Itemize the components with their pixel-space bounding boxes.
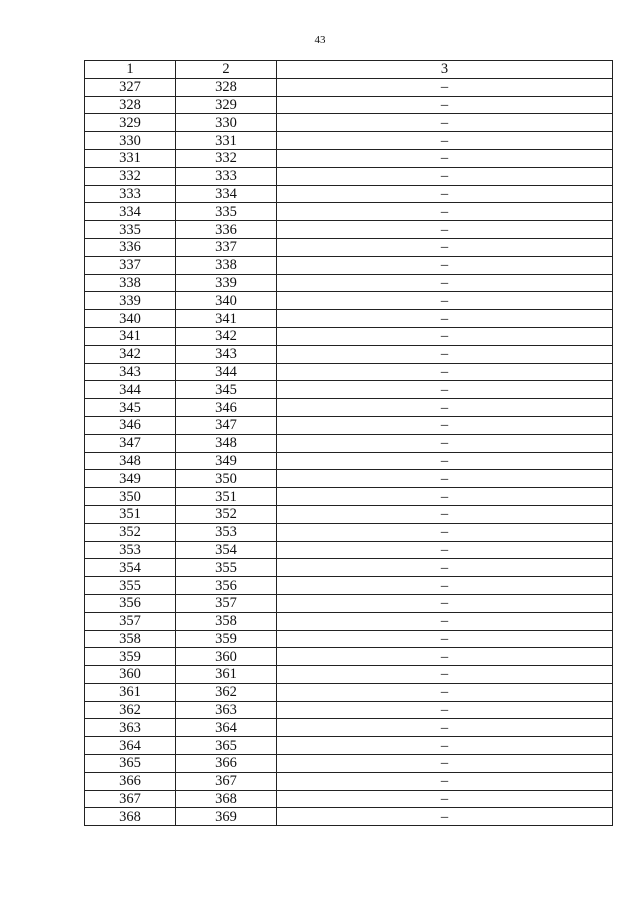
table-cell-col-2: 348 [176, 434, 277, 452]
table-cell-col-3: – [277, 719, 613, 737]
table-cell-col-2: 360 [176, 648, 277, 666]
table-cell-col-3: – [277, 203, 613, 221]
table-row [85, 470, 613, 488]
table-cell-col-3: – [277, 505, 613, 523]
table-row [85, 292, 613, 310]
table-row [85, 790, 613, 808]
table-row [85, 755, 613, 773]
table-cell-col-1: 342 [85, 345, 176, 363]
table-cell-col-1: 329 [85, 114, 176, 132]
table-cell-col-1: 343 [85, 363, 176, 381]
table-cell-col-1: 336 [85, 238, 176, 256]
table-cell-col-2: 336 [176, 221, 277, 239]
table-cell-col-2: 354 [176, 541, 277, 559]
table-cell-col-2: 341 [176, 310, 277, 328]
table-row [85, 577, 613, 595]
table-cell-col-1: 353 [85, 541, 176, 559]
table-cell-col-3: – [277, 808, 613, 826]
table-cell-col-2: 364 [176, 719, 277, 737]
table-cell-col-3: – [277, 523, 613, 541]
table-cell-col-1: 362 [85, 701, 176, 719]
column-header-3: 3 [277, 61, 613, 79]
table-cell-col-3: – [277, 363, 613, 381]
table-cell-col-2: 363 [176, 701, 277, 719]
table-row [85, 363, 613, 381]
table-row [85, 399, 613, 417]
table-cell-col-3: – [277, 577, 613, 595]
table-cell-col-3: – [277, 416, 613, 434]
table-cell-col-3: – [277, 630, 613, 648]
table-cell-col-2: 340 [176, 292, 277, 310]
table-row [85, 185, 613, 203]
table-cell-col-3: – [277, 452, 613, 470]
table-row [85, 132, 613, 150]
table-cell-col-1: 337 [85, 256, 176, 274]
table-cell-col-1: 350 [85, 488, 176, 506]
table-cell-col-2: 368 [176, 790, 277, 808]
table-cell-col-2: 345 [176, 381, 277, 399]
table-cell-col-2: 349 [176, 452, 277, 470]
table-cell-col-1: 368 [85, 808, 176, 826]
table-cell-col-2: 333 [176, 167, 277, 185]
table-cell-col-3: – [277, 345, 613, 363]
table-row [85, 78, 613, 96]
table-cell-col-3: – [277, 381, 613, 399]
page-number: 43 [314, 34, 326, 46]
table-cell-col-3: – [277, 612, 613, 630]
table-cell-col-1: 361 [85, 683, 176, 701]
table-cell-col-3: – [277, 488, 613, 506]
table-cell-col-3: – [277, 399, 613, 417]
table-cell-col-1: 356 [85, 594, 176, 612]
table-cell-col-3: – [277, 470, 613, 488]
table-cell-col-1: 340 [85, 310, 176, 328]
table-row [85, 167, 613, 185]
table-row [85, 452, 613, 470]
table-cell-col-1: 345 [85, 399, 176, 417]
table-cell-col-3: – [277, 648, 613, 666]
table-row [85, 381, 613, 399]
table-row [85, 238, 613, 256]
table-row [85, 416, 613, 434]
table-cell-col-1: 346 [85, 416, 176, 434]
table-row [85, 737, 613, 755]
table-cell-col-3: – [277, 755, 613, 773]
table-cell-col-2: 330 [176, 114, 277, 132]
table-row [85, 434, 613, 452]
data-table [84, 60, 613, 826]
table-cell-col-2: 353 [176, 523, 277, 541]
table-cell-col-3: – [277, 666, 613, 684]
table-row [85, 594, 613, 612]
table-row [85, 701, 613, 719]
table-cell-col-2: 365 [176, 737, 277, 755]
table-cell-col-2: 344 [176, 363, 277, 381]
table-cell-col-3: – [277, 78, 613, 96]
table-cell-col-2: 335 [176, 203, 277, 221]
table-row [85, 808, 613, 826]
table-cell-col-3: – [277, 292, 613, 310]
table-row [85, 666, 613, 684]
table-cell-col-2: 355 [176, 559, 277, 577]
table-cell-col-1: 354 [85, 559, 176, 577]
table-cell-col-2: 338 [176, 256, 277, 274]
table-cell-col-1: 328 [85, 96, 176, 114]
table-cell-col-2: 369 [176, 808, 277, 826]
table-row [85, 612, 613, 630]
table-cell-col-3: – [277, 737, 613, 755]
table-row [85, 505, 613, 523]
table-row [85, 488, 613, 506]
table-cell-col-3: – [277, 185, 613, 203]
table-row [85, 149, 613, 167]
table-cell-col-3: – [277, 114, 613, 132]
table-cell-col-2: 329 [176, 96, 277, 114]
table-cell-col-1: 357 [85, 612, 176, 630]
table-cell-col-1: 363 [85, 719, 176, 737]
table-cell-col-3: – [277, 790, 613, 808]
table-cell-col-1: 365 [85, 755, 176, 773]
table-cell-col-2: 346 [176, 399, 277, 417]
column-header-1: 1 [85, 61, 176, 79]
table-cell-col-2: 366 [176, 755, 277, 773]
table-row [85, 114, 613, 132]
table-row [85, 559, 613, 577]
table-cell-col-3: – [277, 327, 613, 345]
table-cell-col-2: 331 [176, 132, 277, 150]
column-header-2: 2 [176, 61, 277, 79]
table-cell-col-1: 360 [85, 666, 176, 684]
table-cell-col-3: – [277, 434, 613, 452]
table-cell-col-2: 358 [176, 612, 277, 630]
table-row [85, 719, 613, 737]
table-cell-col-1: 358 [85, 630, 176, 648]
table-cell-col-1: 351 [85, 505, 176, 523]
table-cell-col-1: 355 [85, 577, 176, 595]
table-row [85, 630, 613, 648]
table-cell-col-2: 343 [176, 345, 277, 363]
table-cell-col-2: 339 [176, 274, 277, 292]
table-row [85, 772, 613, 790]
table-row [85, 523, 613, 541]
table-header-row [85, 61, 613, 79]
table-row [85, 203, 613, 221]
table-cell-col-1: 331 [85, 149, 176, 167]
table-cell-col-3: – [277, 772, 613, 790]
table-cell-col-3: – [277, 594, 613, 612]
table-cell-col-2: 334 [176, 185, 277, 203]
table-cell-col-2: 357 [176, 594, 277, 612]
table-row [85, 310, 613, 328]
table-cell-col-3: – [277, 541, 613, 559]
table-cell-col-1: 339 [85, 292, 176, 310]
table-cell-col-2: 367 [176, 772, 277, 790]
table-cell-col-1: 334 [85, 203, 176, 221]
table-cell-col-1: 367 [85, 790, 176, 808]
table-cell-col-2: 351 [176, 488, 277, 506]
table-cell-col-2: 362 [176, 683, 277, 701]
table-cell-col-3: – [277, 221, 613, 239]
table-cell-col-2: 347 [176, 416, 277, 434]
table-cell-col-1: 352 [85, 523, 176, 541]
table-cell-col-3: – [277, 149, 613, 167]
table-cell-col-3: – [277, 256, 613, 274]
table-cell-col-2: 352 [176, 505, 277, 523]
table-row [85, 648, 613, 666]
table-cell-col-1: 330 [85, 132, 176, 150]
table-cell-col-3: – [277, 132, 613, 150]
table-cell-col-1: 348 [85, 452, 176, 470]
table-cell-col-3: – [277, 274, 613, 292]
table-row [85, 221, 613, 239]
table-cell-col-1: 359 [85, 648, 176, 666]
table-cell-col-2: 359 [176, 630, 277, 648]
table-cell-col-1: 332 [85, 167, 176, 185]
table-cell-col-3: – [277, 701, 613, 719]
table-cell-col-1: 338 [85, 274, 176, 292]
table-cell-col-3: – [277, 559, 613, 577]
table-cell-col-3: – [277, 96, 613, 114]
table-row [85, 327, 613, 345]
table-cell-col-2: 356 [176, 577, 277, 595]
table-cell-col-3: – [277, 238, 613, 256]
table-cell-col-2: 337 [176, 238, 277, 256]
table-cell-col-1: 333 [85, 185, 176, 203]
table-cell-col-1: 347 [85, 434, 176, 452]
table-cell-col-1: 366 [85, 772, 176, 790]
table-row [85, 96, 613, 114]
table-cell-col-1: 344 [85, 381, 176, 399]
table-row [85, 541, 613, 559]
table-cell-col-2: 342 [176, 327, 277, 345]
table-cell-col-3: – [277, 683, 613, 701]
table-cell-col-1: 349 [85, 470, 176, 488]
table-cell-col-1: 364 [85, 737, 176, 755]
table-cell-col-3: – [277, 310, 613, 328]
table-row [85, 683, 613, 701]
table-body [85, 78, 613, 825]
table-row [85, 256, 613, 274]
table-row [85, 274, 613, 292]
table-cell-col-1: 341 [85, 327, 176, 345]
table-cell-col-1: 327 [85, 78, 176, 96]
table-cell-col-2: 328 [176, 78, 277, 96]
table-cell-col-2: 361 [176, 666, 277, 684]
table-cell-col-3: – [277, 167, 613, 185]
table-cell-col-1: 335 [85, 221, 176, 239]
table-row [85, 345, 613, 363]
table-cell-col-2: 350 [176, 470, 277, 488]
table-cell-col-2: 332 [176, 149, 277, 167]
